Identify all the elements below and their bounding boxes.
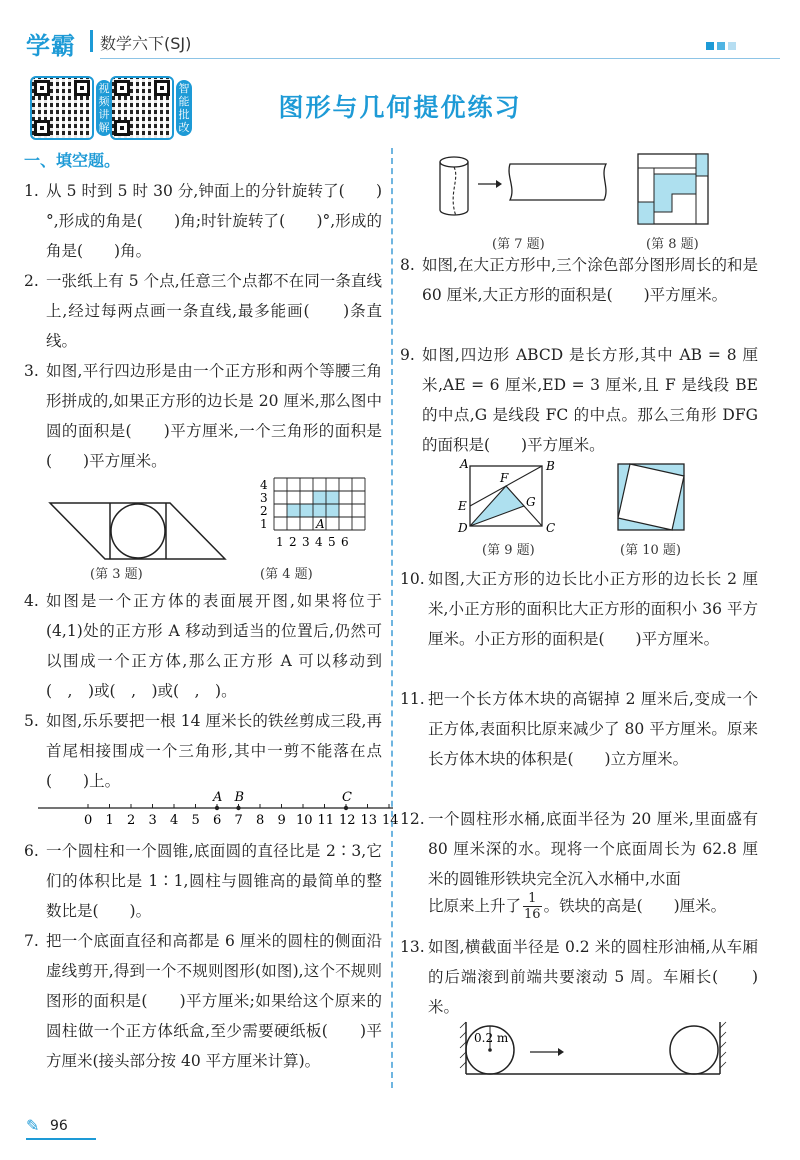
question-12-rise-text: 比原来上升了 xyxy=(428,897,522,915)
grid-col-label: 3 xyxy=(302,535,310,549)
number-line-tick-label: 8 xyxy=(256,813,265,828)
fraction-one-sixteenth xyxy=(523,891,542,922)
number-line-tick-label: 12 xyxy=(339,813,356,828)
question-3-text: 如图,平行四边形是由一个正方形和两个等腰三角形拼成的,如果正方形的边长是 20 厘米,那么图中圆的面积是( )平方厘米,一个三角形的面积是( )平方厘米。 xyxy=(46,362,382,470)
grid-shaded-cell xyxy=(326,504,339,517)
question-13: 13. 如图,横截面半径是 0.2 米的圆柱形油桶,从车厢的后端滚到前端共要滚动 5 周。车厢长( )米。 xyxy=(400,932,758,1022)
grid-col-label: 2 xyxy=(289,535,297,549)
question-4: 4. 如图是一个正方体的表面展开图,如果将位于(4,1)处的正方形 A 移动到适当的位置后,仍然可以围成一个正方体,那么正方形 A 可以移动到( , )或( , )或( , )。 xyxy=(24,586,382,706)
figure-13-truck-bed xyxy=(458,1018,728,1078)
figure-10-squares xyxy=(616,462,688,534)
grid-row-label: 1 xyxy=(260,517,268,531)
figure-3-parallelogram xyxy=(50,501,230,561)
grid-col-label: 6 xyxy=(341,535,349,549)
question-2-text: 一张纸上有 5 个点,任意三个点都不在同一条直线上,经过每两点画一条直线,最多能画( )条直线。 xyxy=(46,272,382,350)
figure-7-caption: (第 7 题) xyxy=(492,237,545,252)
question-12-text: 一个圆柱形水桶,底面半径为 20 厘米,里面盛有 80 厘米深的水。现将一个底面周长为 62.8 厘米的圆锥形铁块完全沉入水桶中,水面 xyxy=(428,810,758,888)
fig9-label-a: A xyxy=(460,457,469,471)
grid-shaded-cell xyxy=(313,504,326,517)
number-line-point-label: B xyxy=(234,790,245,805)
grid-row-label: 3 xyxy=(260,491,268,505)
question-11: 11. 把一个长方体木块的高锯掉 2 厘米后,变成一个正方体,表面积比原来减少了 80 平方厘米。原来长方体木块的体积是( )立方厘米。 xyxy=(400,684,758,774)
question-2: 2. 一张纸上有 5 个点,任意三个点都不在同一条直线上,经过每两点画一条直线,最多能画( )条直线。 xyxy=(24,266,382,356)
figure-3-caption: (第 3 题) xyxy=(90,567,143,582)
column-divider xyxy=(391,148,393,1088)
question-5: 5. 如图,乐乐要把一根 14 厘米长的铁丝剪成三段,再首尾相接围成一个三角形,其中一剪不能落在点( )上。 xyxy=(24,706,382,796)
qr-code-video[interactable] xyxy=(30,76,94,140)
number-line-tick-label: 3 xyxy=(148,813,157,828)
number-line-tick-label: 4 xyxy=(170,813,179,828)
question-13-text: 如图,横截面半径是 0.2 米的圆柱形油桶,从车厢的后端滚到前端共要滚动 5 周。车厢长( )米。 xyxy=(428,938,758,1016)
qr-label-video: 视频讲解 xyxy=(96,80,112,136)
figure-10-caption: (第 10 题) xyxy=(620,543,681,558)
question-10: 10. 如图,大正方形的边长比小正方形的边长长 2 厘米,小正方形的面积比大正方形的面积小 36 平方厘米。小正方形的面积是( )平方厘米。 xyxy=(400,564,758,654)
question-1-text: 从 5 时到 5 时 30 分,钟面上的分针旋转了( )°,形成的角是( )角;时针旋转了( )°,形成的角是( )角。 xyxy=(46,182,382,260)
question-7-text: 把一个底面直径和高都是 6 厘米的圆柱的侧面沿虚线剪开,得到一个不规则图形(如图),这个不规则图形的面积是( )平方厘米;如果给这个原来的圆柱做一个正方体纸盒,至少需要硬纸板( )平方厘米(接头部分按 40 平方厘米计算)。 xyxy=(46,932,382,1070)
question-10-text: 如图,大正方形的边长比小正方形的边长长 2 厘米,小正方形的面积比大正方形的面积小 36 平方厘米。小正方形的面积是( )平方厘米。 xyxy=(428,570,758,648)
number-line-point xyxy=(236,806,240,810)
book-title: 数学六下(SJ) xyxy=(100,34,192,53)
number-line-point xyxy=(344,806,348,810)
question-12-tail-text: 。铁块的高是( )厘米。 xyxy=(543,897,727,915)
fig9-label-b: B xyxy=(546,459,555,473)
figure-4-caption: (第 4 题) xyxy=(260,567,313,582)
figure-5-number-line xyxy=(38,788,399,828)
fig13-radius-label: 0.2 m xyxy=(474,1031,509,1045)
number-line-tick-label: 0 xyxy=(84,813,93,828)
grid-shaded-cell xyxy=(287,504,300,517)
figure-8-square xyxy=(638,154,710,226)
page-number: 96 xyxy=(50,1118,68,1134)
question-6: 6. 一个圆柱和一个圆锥,底面圆的直径比是 2∶3,它们的体积比是 1∶1,圆柱与圆锥高的最简单的整数比是( )。 xyxy=(24,836,382,926)
grid-row-label: 2 xyxy=(260,504,268,518)
question-12-continued xyxy=(428,886,768,926)
pencil-icon: ✎ xyxy=(26,1116,40,1135)
fig9-label-f: F xyxy=(500,471,509,485)
number-line-point xyxy=(215,806,219,810)
number-line-point-label: A xyxy=(213,790,223,805)
question-5-text: 如图,乐乐要把一根 14 厘米长的铁丝剪成三段,再首尾相接围成一个三角形,其中一剪不能落在点( )上。 xyxy=(46,712,382,790)
header-rule xyxy=(100,58,780,59)
grid-col-label: 5 xyxy=(328,535,336,549)
figure-4-grid xyxy=(256,476,376,556)
number-line-tick-label: 1 xyxy=(105,813,114,828)
figure-9-rectangle xyxy=(458,458,558,536)
question-3: 3. 如图,平行四边形是由一个正方形和两个等腰三角形拼成的,如果正方形的边长是 20 厘米,那么图中圆的面积是( )平方厘米,一个三角形的面积是( )平方厘米。 xyxy=(24,356,382,476)
question-9: 9. 如图,四边形 ABCD 是长方形,其中 AB = 8 厘米,AE = 6 厘米,ED = 3 厘米,且 F 是线段 BE 的中点,G 是线段 FC 的中点。那么三角形 DFG 的面积是( )平方厘米。 xyxy=(400,340,758,460)
section-heading: 一、填空题。 xyxy=(24,151,121,170)
question-6-text: 一个圆柱和一个圆锥,底面圆的直径比是 2∶3,它们的体积比是 1∶1,圆柱与圆锥高的最简单的整数比是( )。 xyxy=(46,842,382,920)
question-12: 12. 一个圆柱形水桶,底面半径为 20 厘米,里面盛有 80 厘米深的水。现将一个底面周长为 62.8 厘米的圆锥形铁块完全沉入水桶中,水面 xyxy=(400,804,758,894)
grid-shaded-cell xyxy=(313,491,326,504)
number-line-tick-label: 5 xyxy=(191,813,200,828)
fig9-label-d: D xyxy=(458,521,468,535)
question-8-text: 如图,在大正方形中,三个涂色部分图形周长的和是 60 厘米,大正方形的面积是( )平方厘米。 xyxy=(422,256,758,304)
fraction-numerator: 1 xyxy=(528,890,537,906)
question-1: 1. 从 5 时到 5 时 30 分,钟面上的分针旋转了( )°,形成的角是( )角;时针旋转了( )°,形成的角是( )角。 xyxy=(24,176,382,266)
question-4-text: 如图是一个正方体的表面展开图,如果将位于(4,1)处的正方形 A 移动到适当的位置后,仍然可以围成一个正方体,那么正方形 A 可以移动到( , )或( , )或( , )。 xyxy=(46,592,382,700)
grid-col-label: 4 xyxy=(315,535,323,549)
qr-code-grading[interactable] xyxy=(110,76,174,140)
figure-9-caption: (第 9 题) xyxy=(482,543,535,558)
grid-row-label: 4 xyxy=(260,478,268,492)
qr-label-grading: 智能批改 xyxy=(176,80,192,136)
fig9-label-g: G xyxy=(526,495,536,509)
header-squares-decoration xyxy=(706,42,736,50)
page-header xyxy=(0,0,800,66)
grid-col-label: 1 xyxy=(276,535,284,549)
question-7: 7. 把一个底面直径和高都是 6 厘米的圆柱的侧面沿虚线剪开,得到一个不规则图形(如图),这个不规则图形的面积是( )平方厘米;如果给这个原来的圆柱做一个正方体纸盒,至少需要硬纸板( )平方厘米(接头部分按 40 平方厘米计算)。 xyxy=(24,926,382,1076)
number-line-tick-label: 2 xyxy=(127,813,136,828)
grid-shaded-cell xyxy=(326,491,339,504)
number-line-tick-label: 14 xyxy=(382,813,399,828)
publisher-logo: 学霸 xyxy=(26,32,76,60)
grid-shaded-cell xyxy=(300,504,313,517)
page-title: 图形与几何提优练习 xyxy=(278,93,522,122)
question-11-text: 把一个长方体木块的高锯掉 2 厘米后,变成一个正方体,表面积比原来减少了 80 平方厘米。原来长方体木块的体积是( )立方厘米。 xyxy=(428,690,758,768)
number-line-tick-label: 9 xyxy=(277,813,286,828)
number-line-tick-label: 11 xyxy=(317,813,335,828)
fig9-label-e: E xyxy=(458,499,467,513)
grid-label-a: A xyxy=(316,517,325,531)
footer-rule xyxy=(26,1138,96,1140)
fig9-label-c: C xyxy=(546,521,556,535)
number-line-tick-label: 13 xyxy=(360,813,378,828)
number-line-tick-label: 7 xyxy=(234,813,243,828)
question-8: 8. 如图,在大正方形中,三个涂色部分图形周长的和是 60 厘米,大正方形的面积是( )平方厘米。 xyxy=(400,250,758,310)
fraction-denominator: 16 xyxy=(524,906,541,922)
number-line-point-label: C xyxy=(342,790,352,805)
number-line-tick-label: 6 xyxy=(213,813,222,828)
number-line-tick-label: 10 xyxy=(296,813,313,828)
figure-7-cylinder-cut xyxy=(438,154,608,224)
question-9-text: 如图,四边形 ABCD 是长方形,其中 AB = 8 厘米,AE = 6 厘米,ED = 3 厘米,且 F 是线段 BE 的中点,G 是线段 FC 的中点。那么三角形 DFG 的面积是( )平方厘米。 xyxy=(422,346,758,454)
figure-8-caption: (第 8 题) xyxy=(646,237,699,252)
logo-divider xyxy=(90,30,93,52)
